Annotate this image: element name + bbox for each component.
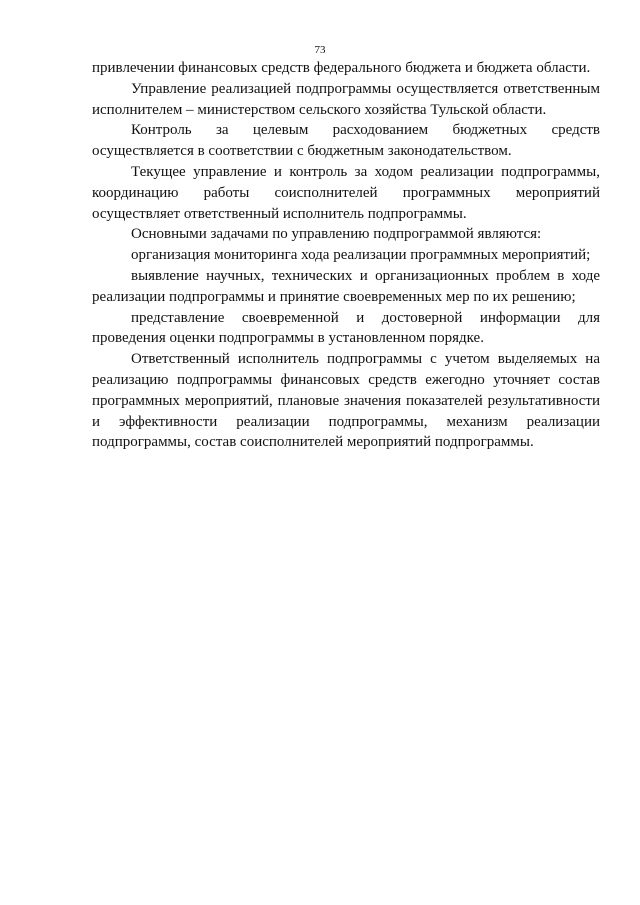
paragraph-responsible-executor: Ответственный исполнитель подпрограммы с учетом выделяемых на реализацию подпрограммы финансовых средств ежегодно уточняет состав программных мероприятий, плановые значения показателей результативности и эффективности реализации подпрограммы, механизм реализации подпрограммы, состав соисполнителей мероприятий подпрограммы. xyxy=(92,351,600,451)
page-number: 73 xyxy=(314,44,326,56)
paragraph-task-problems: выявление научных, технических и организационных проблем в ходе реализации подпрограммы и принятие своевременных мер по их решению; xyxy=(92,267,600,305)
paragraph-control: Контроль за целевым расходованием бюджетных средств осуществляется в соответствии с бюджетным законодательством. xyxy=(92,122,600,160)
paragraph-task-monitoring: организация мониторинга хода реализации программных мероприятий; xyxy=(131,247,591,264)
paragraph-management: Управление реализацией подпрограммы осуществляется ответственным исполнителем – министерством сельского хозяйства Тульской области. xyxy=(92,80,600,118)
document-body xyxy=(92,58,600,453)
paragraph-main-tasks: Основными задачами по управлению подпрограммой являются: xyxy=(131,226,542,243)
paragraph-current-management: Текущее управление и контроль за ходом реализации подпрограммы, координацию работы соисполнителей программных мероприятий осуществляет ответственный исполнитель подпрограммы. xyxy=(92,163,600,222)
paragraph-task-information: представление своевременной и достоверной информации для проведения оценки подпрограммы в установленном порядке. xyxy=(92,309,600,347)
paragraph-continuation: привлечении финансовых средств федерального бюджета и бюджета области. xyxy=(92,60,591,76)
